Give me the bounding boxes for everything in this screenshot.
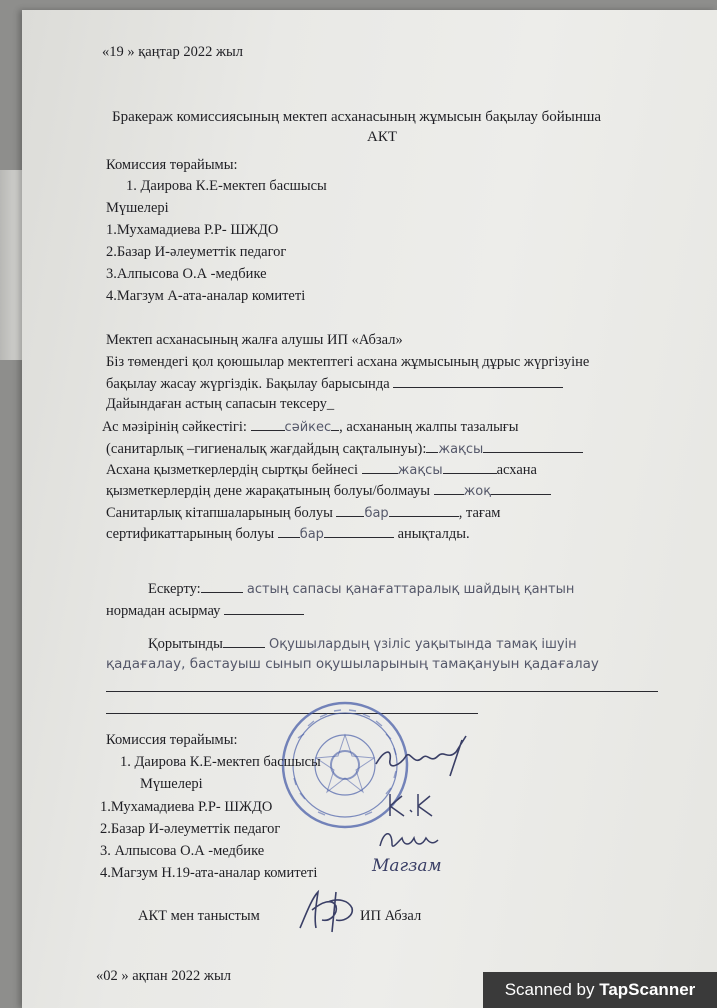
appearance-value: жақсы <box>397 463 443 478</box>
ack-label: АКТ мен таныстым <box>138 908 260 924</box>
signature-member-3 <box>374 822 444 854</box>
appearance-line: Асхана қызметкерлердің сыртқы бейнесі жақсы асхана <box>106 462 537 478</box>
menu-value: сәйкес <box>284 420 332 435</box>
cert-line: сертификаттарының болуы бар анықталды. <box>106 526 470 542</box>
conclusion-text: Оқушылардың үзіліс уақытында тамақ ішуін <box>264 637 577 652</box>
sign-chair-name: 1. Даирова К.Е-мектеп басшысы <box>120 754 321 770</box>
title-line-1: Бракераж комиссиясының мектеп асханасының жұмысын бақылау бойынша <box>112 109 602 125</box>
title-line-2: АКТ <box>367 129 397 145</box>
note-line-2: нормадан асырмау <box>106 602 304 620</box>
note-line-1: Ескерту: астың сапасы қанағаттаралық шайдың қантын <box>148 581 575 597</box>
sanitary-line: (санитарлық –гигиеналық жағдайдың сақталынуы): жақсы <box>106 440 583 458</box>
date-top: «19 » қаңтар 2022 жыл <box>102 44 243 60</box>
signature-member-1 <box>382 788 442 822</box>
tenant-line: Мектеп асханасының жалға алушы ИП «Абзал» <box>106 332 403 348</box>
sanitary-value: жақсы <box>438 442 484 457</box>
members-heading: Мүшелері <box>106 200 169 216</box>
body-line-3: Дайындаған астың сапасын тексеру_ <box>106 396 335 412</box>
body-line-1: Біз төмендегі қол қоюшылар мектептегі асхана жұмысының дұрыс жүргізуіне <box>106 354 590 370</box>
ack-org: ИП Абзал <box>360 908 422 924</box>
member-1: 1.Мухамадиева Р.Р- ШЖДО <box>106 222 279 238</box>
cert-value: бар <box>299 527 324 542</box>
body-line-2: бақылау жасау жүргіздік. Бақылау барысында <box>106 375 563 393</box>
conclusion-line-2: қадағалау, бастауыш сынып оқушыларының тамақануын қадағалау <box>106 656 599 672</box>
menu-line: Ас мәзірінің сәйкестігі: сәйкес , асхананың жалпы тазалығы <box>102 419 519 435</box>
sign-member-4: 4.Магзум Н.19-ата-аналар комитеті <box>100 865 318 881</box>
member-4: 4.Магзум А-ата-аналар комитеті <box>106 288 306 304</box>
blank-rule-1 <box>106 691 658 692</box>
signature-tenant <box>292 884 358 936</box>
sign-member-3: 3. Алпысова О.А -медбике <box>100 843 265 859</box>
signature-chair <box>370 730 480 780</box>
page-edge-shadow <box>0 170 22 360</box>
scanner-watermark: Scanned by TapScanner <box>483 972 717 1008</box>
member-3: 3.Алпысова О.А -медбике <box>106 266 267 282</box>
injury-line: қызметкерлердің дене жарақатының болуы/болмауы жоқ <box>106 482 551 500</box>
books-value: бар <box>364 506 389 521</box>
note-text: астың сапасы қанағаттаралық шайдың қантын <box>242 582 575 597</box>
sign-member-1: 1.Мухамадиева Р.Р- ШЖДО <box>100 799 273 815</box>
member-2: 2.Базар И-әлеуметтік педагог <box>106 244 287 260</box>
sign-member-2: 2.Базар И-әлеуметтік педагог <box>100 821 281 837</box>
sign-members-heading: Мүшелері <box>140 776 203 792</box>
signature-member-4: Магзам <box>372 856 442 876</box>
date-bottom: «02 » ақпан 2022 жыл <box>96 968 231 984</box>
chair-heading: Комиссия төрайымы: <box>106 157 238 173</box>
books-line: Санитарлық кітапшаларының болуы бар , тағам <box>106 505 501 521</box>
chair-name: 1. Даирова К.Е-мектеп басшысы <box>126 178 327 194</box>
document-page <box>22 10 717 1008</box>
conclusion-line-1: Қорытынды Оқушылардың үзіліс уақытында тамақ ішуін <box>148 636 577 652</box>
injury-value: жоқ <box>463 484 492 499</box>
sign-chair-heading: Комиссия төрайымы: <box>106 732 238 748</box>
